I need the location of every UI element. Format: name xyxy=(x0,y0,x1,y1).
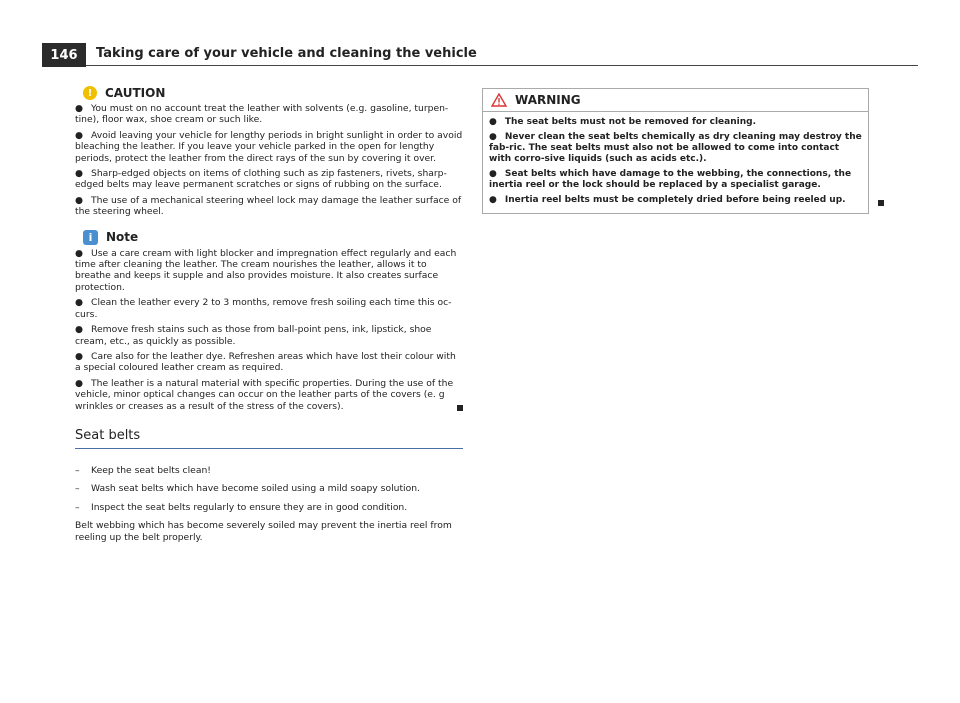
end-mark-icon xyxy=(878,200,884,206)
note-item: ● The leather is a natural material with specific properties. During the use of the vehicle, minor optical changes can occur on the leather parts of the covers (e. g wrinkles or creases as a result of the stress of the covers). xyxy=(75,378,463,412)
note-list xyxy=(75,248,463,412)
caution-list xyxy=(75,103,463,218)
warning-list xyxy=(483,112,868,213)
warning-triangle-icon xyxy=(491,93,507,107)
step-item: – Wash seat belts which have become soiled using a mild soapy solution. xyxy=(75,483,420,495)
note-heading-text: Note xyxy=(106,230,139,245)
seat-belt-paragraph: Belt webbing which has become severely soiled may prevent the inertia reel from reeling up the belt properly. xyxy=(75,520,452,543)
page-number: 146 xyxy=(42,43,86,67)
note-heading xyxy=(75,230,463,245)
caution-heading-text: CAUTION xyxy=(105,86,166,100)
warning-item: ● Inertia reel belts must be completely dried before being reeled up. xyxy=(489,195,846,205)
info-icon: i xyxy=(83,230,98,245)
note-item: ● Care also for the leather dye. Refreshen areas which have lost their colour with a special coloured leather cream as required. xyxy=(75,350,456,374)
caution-icon: ! xyxy=(83,86,97,100)
seat-belt-steps xyxy=(75,465,463,513)
warning-item: ● The seat belts must not be removed for cleaning. xyxy=(489,117,756,127)
caution-item: ● Avoid leaving your vehicle for lengthy periods in bright sunlight in order to avoid bleaching the leather. If you leave your vehicle parked in the open for lengthy periods, protect the leather from the direct rays of the sun by covering it over. xyxy=(75,129,463,164)
warning-heading xyxy=(483,89,868,112)
warning-item: ● Never clean the seat belts chemically as dry cleaning may destroy the fab-ric. The seat belts must also not be allowed to come into contact with corro-sive liquids (such as acids etc.). xyxy=(489,132,862,164)
header-title: Taking care of your vehicle and cleaning the vehicle xyxy=(96,46,477,61)
step-item: – Keep the seat belts clean! xyxy=(75,464,211,476)
note-item: ● Remove fresh stains such as those from ball-point pens, ink, lipstick, shoe cream, etc., as quickly as possible. xyxy=(75,324,432,347)
left-column xyxy=(75,86,463,543)
caution-item: ● You must on no account treat the leather with solvents (e.g. gasoline, turpen-tine), floor wax, shoe cream or such like. xyxy=(75,103,449,126)
right-column xyxy=(482,88,869,214)
caution-item: ● The use of a mechanical steering wheel lock may damage the leather surface of the steering wheel. xyxy=(75,194,462,218)
warning-item: ● Seat belts which have damage to the webbing, the connections, the inertia reel or the lock should be replaced by a specialist garage. xyxy=(489,169,852,190)
step-item: – Inspect the seat belts regularly to ensure they are in good condition. xyxy=(75,501,408,513)
end-mark-icon xyxy=(457,405,463,411)
caution-heading xyxy=(75,86,463,100)
note-item: ● Clean the leather every 2 to 3 months, remove fresh soiling each time this oc-curs. xyxy=(75,297,452,320)
section-title-seat-belts: Seat belts xyxy=(75,428,463,449)
caution-item: ● Sharp-edged objects on items of clothing such as zip fasteners, rivets, sharp-edged belts may leave permanent scratches or signs of rubbing on the surface. xyxy=(75,168,447,191)
header-rule xyxy=(86,65,918,66)
note-item: ● Use a care cream with light blocker and impregnation effect regularly and each time after cleaning the leather. The cream nourishes the leather, allows it to breathe and keeps it supple and also provides moisture. It also creates surface protection. xyxy=(75,247,457,293)
warning-heading-text: WARNING xyxy=(515,93,581,107)
warning-box xyxy=(482,88,869,214)
